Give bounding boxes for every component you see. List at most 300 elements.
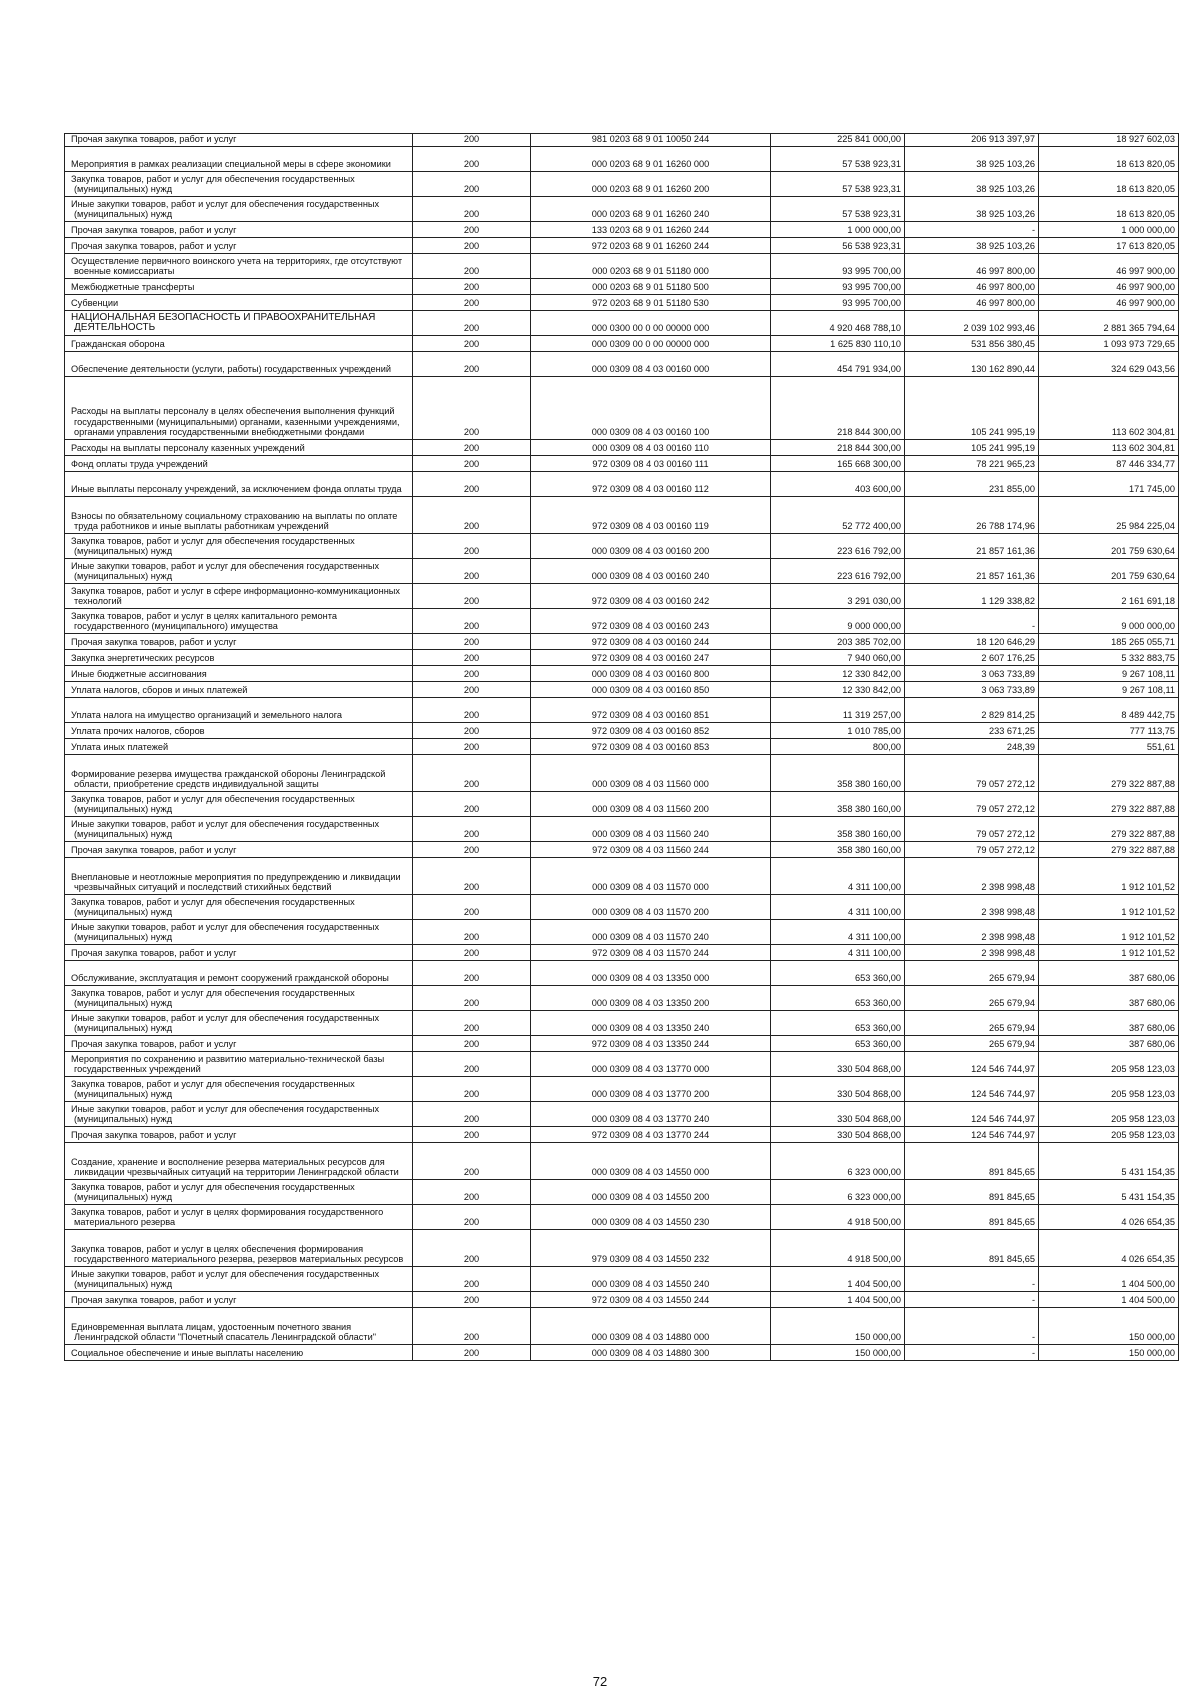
table-row [65, 919, 1179, 944]
row-remaining-amount: 9 000 000,00 [1039, 608, 1179, 633]
row-name [65, 944, 413, 960]
row-line-code: 200 [413, 237, 531, 253]
row-classification-code: 972 0309 08 4 03 00160 852 [531, 722, 771, 738]
row-approved-amount: 57 538 923,31 [771, 171, 905, 196]
row-line-code: 200 [413, 1266, 531, 1291]
row-name-text: Прочая закупка товаров, работ и услуг [71, 1039, 237, 1049]
row-approved-amount: 57 538 923,31 [771, 196, 905, 221]
row-name [65, 310, 413, 335]
row-name [65, 558, 413, 583]
row-executed-amount: 265 679,94 [905, 1010, 1039, 1035]
row-remaining-amount: 87 446 334,77 [1039, 455, 1179, 471]
row-line-code: 200 [413, 681, 531, 697]
row-executed-amount: 531 856 380,45 [905, 335, 1039, 351]
row-name [65, 351, 413, 376]
row-executed-amount: 46 997 800,00 [905, 278, 1039, 294]
row-name-text: Внеплановые и неотложные мероприятия по предупреждению и ликвидации чрезвычайных ситуаций и последствий стихийных бедствий [71, 871, 401, 892]
row-line-code: 200 [413, 1126, 531, 1142]
row-name-text: Расходы на выплаты персоналу в целях обеспечения выполнения функций государственными (муниципальными) органами, казенными учреждениями, органами управления государственными внебюджетными фондами [71, 406, 400, 437]
row-name [65, 681, 413, 697]
row-line-code: 200 [413, 633, 531, 649]
row-line-code: 200 [413, 583, 531, 608]
table-row [65, 738, 1179, 754]
row-line-code: 200 [413, 471, 531, 496]
row-line-code: 200 [413, 533, 531, 558]
row-name-text: Иные бюджетные ассигнования [71, 669, 207, 679]
row-name-text: Прочая закупка товаров, работ и услуг [71, 225, 237, 235]
row-remaining-amount: 205 958 123,03 [1039, 1076, 1179, 1101]
row-name-text: Гражданская оборона [71, 339, 165, 349]
table-row [65, 146, 1179, 171]
row-name-text: Иные выплаты персоналу учреждений, за исключением фонда оплаты труда [71, 484, 402, 494]
row-remaining-amount: 113 602 304,81 [1039, 439, 1179, 455]
row-name-text: Иные закупки товаров, работ и услуг для обеспечения государственных (муниципальных) нужд [71, 1268, 380, 1289]
row-name [65, 1101, 413, 1126]
row-remaining-amount: 201 759 630,64 [1039, 533, 1179, 558]
row-classification-code: 000 0309 08 4 03 11560 240 [531, 816, 771, 841]
row-executed-amount: 2 398 998,48 [905, 944, 1039, 960]
row-approved-amount: 150 000,00 [771, 1307, 905, 1344]
row-name-text: Закупка товаров, работ и услуг для обеспечения государственных (муниципальных) нужд [71, 1181, 355, 1202]
budget-execution-table [64, 133, 1179, 1361]
row-name-text: Иные закупки товаров, работ и услуг для обеспечения государственных (муниципальных) нужд [71, 1012, 380, 1033]
row-remaining-amount: 25 984 225,04 [1039, 496, 1179, 533]
row-approved-amount: 330 504 868,00 [771, 1101, 905, 1126]
row-approved-amount: 7 940 060,00 [771, 649, 905, 665]
row-classification-code: 000 0309 00 0 00 00000 000 [531, 335, 771, 351]
row-line-code: 200 [413, 558, 531, 583]
row-executed-amount: 79 057 272,12 [905, 754, 1039, 791]
row-executed-amount: 891 845,65 [905, 1204, 1039, 1229]
row-executed-amount: 21 857 161,36 [905, 558, 1039, 583]
row-approved-amount: 56 538 923,31 [771, 237, 905, 253]
row-remaining-amount: 5 431 154,35 [1039, 1179, 1179, 1204]
row-name [65, 1126, 413, 1142]
row-approved-amount: 1 404 500,00 [771, 1266, 905, 1291]
row-name [65, 1307, 413, 1344]
row-line-code: 200 [413, 1010, 531, 1035]
table-row [65, 791, 1179, 816]
row-name-text: Закупка товаров, работ и услуг в целях формирования государственного материального резерва [71, 1206, 384, 1227]
row-name [65, 196, 413, 221]
table-row [65, 894, 1179, 919]
row-line-code: 200 [413, 1179, 531, 1204]
row-name [65, 608, 413, 633]
row-remaining-amount: 18 613 820,05 [1039, 196, 1179, 221]
row-executed-amount: 38 925 103,26 [905, 237, 1039, 253]
row-approved-amount: 203 385 702,00 [771, 633, 905, 649]
row-name [65, 841, 413, 857]
row-classification-code: 979 0309 08 4 03 14550 232 [531, 1229, 771, 1266]
row-approved-amount: 330 504 868,00 [771, 1051, 905, 1076]
row-remaining-amount: 387 680,06 [1039, 985, 1179, 1010]
row-line-code: 200 [413, 665, 531, 681]
row-approved-amount: 6 323 000,00 [771, 1179, 905, 1204]
row-line-code: 200 [413, 1076, 531, 1101]
row-executed-amount: 2 398 998,48 [905, 894, 1039, 919]
row-approved-amount: 358 380 160,00 [771, 754, 905, 791]
row-name [65, 335, 413, 351]
table-row [65, 857, 1179, 894]
row-approved-amount: 4 311 100,00 [771, 944, 905, 960]
row-name [65, 633, 413, 649]
row-line-code: 200 [413, 1229, 531, 1266]
row-line-code: 200 [413, 146, 531, 171]
row-remaining-amount: 201 759 630,64 [1039, 558, 1179, 583]
row-classification-code: 000 0309 08 4 03 11570 200 [531, 894, 771, 919]
row-approved-amount: 1 625 830 110,10 [771, 335, 905, 351]
table-row [65, 455, 1179, 471]
row-approved-amount: 4 918 500,00 [771, 1204, 905, 1229]
row-executed-amount: 3 063 733,89 [905, 665, 1039, 681]
row-name-text: Расходы на выплаты персоналу казенных учреждений [71, 443, 305, 453]
row-name-text: Обеспечение деятельности (услуги, работы) государственных учреждений [71, 364, 391, 374]
row-name-text: Фонд оплаты труда учреждений [71, 459, 208, 469]
row-executed-amount: - [905, 1291, 1039, 1307]
row-approved-amount: 1 404 500,00 [771, 1291, 905, 1307]
table-row [65, 1142, 1179, 1179]
row-name [65, 294, 413, 310]
table-body [65, 134, 1179, 1361]
row-name-text: Закупка товаров, работ и услуг в целях капитального ремонта государственного (муниципального) имущества [71, 610, 337, 631]
row-line-code: 200 [413, 857, 531, 894]
row-executed-amount: 79 057 272,12 [905, 841, 1039, 857]
row-name [65, 1179, 413, 1204]
row-classification-code: 000 0203 68 9 01 51180 500 [531, 278, 771, 294]
row-line-code: 200 [413, 1344, 531, 1360]
row-executed-amount: 38 925 103,26 [905, 196, 1039, 221]
row-executed-amount: - [905, 1344, 1039, 1360]
row-approved-amount: 11 319 257,00 [771, 697, 905, 722]
row-name [65, 1266, 413, 1291]
table-row [65, 1179, 1179, 1204]
table-row [65, 237, 1179, 253]
row-classification-code: 000 0309 08 4 03 00160 200 [531, 533, 771, 558]
table-row [65, 533, 1179, 558]
row-classification-code: 972 0203 68 9 01 16260 244 [531, 237, 771, 253]
table-row [65, 1126, 1179, 1142]
row-name [65, 919, 413, 944]
row-executed-amount: 2 829 814,25 [905, 697, 1039, 722]
row-approved-amount: 800,00 [771, 738, 905, 754]
table-row [65, 722, 1179, 738]
row-approved-amount: 12 330 842,00 [771, 681, 905, 697]
row-approved-amount: 12 330 842,00 [771, 665, 905, 681]
row-line-code: 200 [413, 722, 531, 738]
table-row [65, 376, 1179, 439]
row-name-text: Закупка товаров, работ и услуг в сфере информационно-коммуникационных технологий [71, 585, 400, 606]
row-approved-amount: 1 000 000,00 [771, 221, 905, 237]
row-name [65, 649, 413, 665]
row-line-code: 200 [413, 1204, 531, 1229]
row-remaining-amount: 18 927 602,03 [1039, 134, 1179, 147]
row-name-text: Взносы по обязательному социальному страхованию на выплаты по оплате труда работников и иные выплаты работникам учреждений [71, 510, 398, 531]
row-classification-code: 000 0309 08 4 03 13350 000 [531, 960, 771, 985]
table-row [65, 294, 1179, 310]
row-name [65, 960, 413, 985]
row-name [65, 221, 413, 237]
row-remaining-amount: 9 267 108,11 [1039, 665, 1179, 681]
row-line-code: 200 [413, 754, 531, 791]
row-executed-amount: 2 607 176,25 [905, 649, 1039, 665]
row-classification-code: 972 0309 08 4 03 11570 244 [531, 944, 771, 960]
row-name [65, 134, 413, 147]
row-approved-amount: 4 311 100,00 [771, 857, 905, 894]
row-executed-amount: 265 679,94 [905, 985, 1039, 1010]
row-line-code: 200 [413, 496, 531, 533]
row-remaining-amount: 9 267 108,11 [1039, 681, 1179, 697]
row-remaining-amount: 279 322 887,88 [1039, 791, 1179, 816]
row-classification-code: 000 0309 08 4 03 00160 240 [531, 558, 771, 583]
row-classification-code: 000 0309 08 4 03 14550 200 [531, 1179, 771, 1204]
row-remaining-amount: 171 745,00 [1039, 471, 1179, 496]
row-name [65, 1010, 413, 1035]
table-row [65, 171, 1179, 196]
row-name-text: Межбюджетные трансферты [71, 282, 195, 292]
row-name-text: Закупка товаров, работ и услуг для обеспечения государственных (муниципальных) нужд [71, 896, 355, 917]
row-executed-amount: 231 855,00 [905, 471, 1039, 496]
row-executed-amount: 124 546 744,97 [905, 1126, 1039, 1142]
table-row [65, 134, 1179, 147]
row-name [65, 1291, 413, 1307]
row-name [65, 1142, 413, 1179]
row-line-code: 200 [413, 376, 531, 439]
table-row [65, 1204, 1179, 1229]
row-name [65, 754, 413, 791]
row-classification-code: 981 0203 68 9 01 10050 244 [531, 134, 771, 147]
row-name [65, 665, 413, 681]
table-row [65, 558, 1179, 583]
row-line-code: 200 [413, 310, 531, 335]
row-approved-amount: 653 360,00 [771, 985, 905, 1010]
table-row [65, 1344, 1179, 1360]
row-executed-amount: 46 997 800,00 [905, 253, 1039, 278]
row-classification-code: 000 0309 08 4 03 13350 200 [531, 985, 771, 1010]
row-line-code: 200 [413, 985, 531, 1010]
row-remaining-amount: 1 404 500,00 [1039, 1266, 1179, 1291]
table-row [65, 496, 1179, 533]
table-row [65, 196, 1179, 221]
row-classification-code: 000 0309 08 4 03 11560 200 [531, 791, 771, 816]
row-remaining-amount: 8 489 442,75 [1039, 697, 1179, 722]
row-approved-amount: 4 920 468 788,10 [771, 310, 905, 335]
table-row [65, 665, 1179, 681]
row-classification-code: 000 0309 08 4 03 11570 240 [531, 919, 771, 944]
row-executed-amount: 248,39 [905, 738, 1039, 754]
row-approved-amount: 3 291 030,00 [771, 583, 905, 608]
row-remaining-amount: 46 997 900,00 [1039, 294, 1179, 310]
row-name-text: Прочая закупка товаров, работ и услуг [71, 1130, 237, 1140]
row-name [65, 722, 413, 738]
table-row [65, 985, 1179, 1010]
row-name [65, 455, 413, 471]
row-name [65, 697, 413, 722]
row-executed-amount: 2 039 102 993,46 [905, 310, 1039, 335]
row-line-code: 200 [413, 351, 531, 376]
row-approved-amount: 223 616 792,00 [771, 533, 905, 558]
row-line-code: 200 [413, 894, 531, 919]
page-number: 72 [592, 1674, 608, 1689]
table-row [65, 439, 1179, 455]
row-executed-amount: - [905, 1266, 1039, 1291]
row-name [65, 894, 413, 919]
row-classification-code: 972 0309 08 4 03 00160 851 [531, 697, 771, 722]
row-classification-code: 972 0309 08 4 03 13350 244 [531, 1035, 771, 1051]
row-classification-code: 000 0203 68 9 01 16260 000 [531, 146, 771, 171]
table-row [65, 1307, 1179, 1344]
row-approved-amount: 653 360,00 [771, 1035, 905, 1051]
row-approved-amount: 454 791 934,00 [771, 351, 905, 376]
row-name-text: Субвенции [71, 298, 119, 308]
row-name-text: Закупка товаров, работ и услуг для обеспечения государственных (муниципальных) нужд [71, 1078, 355, 1099]
row-name-text: Прочая закупка товаров, работ и услуг [71, 845, 237, 855]
row-classification-code: 000 0309 08 4 03 14550 000 [531, 1142, 771, 1179]
row-remaining-amount: 46 997 900,00 [1039, 253, 1179, 278]
row-executed-amount: 265 679,94 [905, 960, 1039, 985]
row-name-text: Уплата налога на имущество организаций и земельного налога [71, 710, 342, 720]
row-approved-amount: 9 000 000,00 [771, 608, 905, 633]
row-executed-amount: 265 679,94 [905, 1035, 1039, 1051]
row-approved-amount: 330 504 868,00 [771, 1076, 905, 1101]
table-row [65, 583, 1179, 608]
row-remaining-amount: 387 680,06 [1039, 1035, 1179, 1051]
row-line-code: 200 [413, 697, 531, 722]
row-name-text: Уплата иных платежей [71, 742, 169, 752]
row-approved-amount: 358 380 160,00 [771, 816, 905, 841]
table-row [65, 944, 1179, 960]
row-line-code: 200 [413, 919, 531, 944]
row-name-text: Иные закупки товаров, работ и услуг для обеспечения государственных (муниципальных) нужд [71, 1103, 380, 1124]
row-name [65, 376, 413, 439]
row-line-code: 200 [413, 960, 531, 985]
row-line-code: 200 [413, 221, 531, 237]
row-classification-code: 000 0300 00 0 00 00000 000 [531, 310, 771, 335]
table-row [65, 351, 1179, 376]
row-remaining-amount: 1 912 101,52 [1039, 857, 1179, 894]
row-name-text: Закупка товаров, работ и услуг в целях обеспечения формирования государственного материального резерва, резервов материальных ресурсов [71, 1243, 404, 1264]
row-remaining-amount: 205 958 123,03 [1039, 1101, 1179, 1126]
row-name-text: Мероприятия в рамках реализации специальной меры в сфере экономики [71, 159, 391, 169]
row-line-code: 200 [413, 1051, 531, 1076]
row-name [65, 171, 413, 196]
row-remaining-amount: 324 629 043,56 [1039, 351, 1179, 376]
table-row [65, 608, 1179, 633]
row-line-code: 200 [413, 1307, 531, 1344]
row-classification-code: 000 0309 08 4 03 13350 240 [531, 1010, 771, 1035]
row-name-text: Социальное обеспечение и иные выплаты населению [71, 1348, 304, 1358]
row-name-text: Мероприятия по сохранению и развитию материально-технической базы государственных учреждений [71, 1053, 385, 1074]
row-remaining-amount: 113 602 304,81 [1039, 376, 1179, 439]
row-executed-amount: 105 241 995,19 [905, 439, 1039, 455]
table-row [65, 1266, 1179, 1291]
row-line-code: 200 [413, 439, 531, 455]
row-executed-amount: 38 925 103,26 [905, 171, 1039, 196]
row-line-code: 200 [413, 608, 531, 633]
row-line-code: 200 [413, 1291, 531, 1307]
row-approved-amount: 4 311 100,00 [771, 919, 905, 944]
row-name-text: Иные закупки товаров, работ и услуг для обеспечения государственных (муниципальных) нужд [71, 560, 380, 581]
row-name [65, 496, 413, 533]
row-executed-amount: - [905, 221, 1039, 237]
row-approved-amount: 403 600,00 [771, 471, 905, 496]
row-executed-amount: 38 925 103,26 [905, 146, 1039, 171]
row-name-text: Уплата прочих налогов, сборов [71, 726, 205, 736]
row-approved-amount: 150 000,00 [771, 1344, 905, 1360]
row-line-code: 200 [413, 134, 531, 147]
row-classification-code: 972 0203 68 9 01 51180 530 [531, 294, 771, 310]
row-name [65, 816, 413, 841]
row-line-code: 200 [413, 791, 531, 816]
table-row [65, 335, 1179, 351]
table-row [65, 1229, 1179, 1266]
row-executed-amount: 3 063 733,89 [905, 681, 1039, 697]
row-approved-amount: 218 844 300,00 [771, 439, 905, 455]
row-classification-code: 972 0309 08 4 03 13770 244 [531, 1126, 771, 1142]
row-approved-amount: 52 772 400,00 [771, 496, 905, 533]
row-remaining-amount: 279 322 887,88 [1039, 754, 1179, 791]
table-row [65, 1010, 1179, 1035]
row-line-code: 200 [413, 1035, 531, 1051]
row-classification-code: 000 0309 08 4 03 13770 000 [531, 1051, 771, 1076]
row-name-text: Закупка товаров, работ и услуг для обеспечения государственных (муниципальных) нужд [71, 793, 355, 814]
row-remaining-amount: 17 613 820,05 [1039, 237, 1179, 253]
row-approved-amount: 358 380 160,00 [771, 791, 905, 816]
row-classification-code: 000 0309 08 4 03 11560 000 [531, 754, 771, 791]
row-classification-code: 000 0309 08 4 03 14550 240 [531, 1266, 771, 1291]
table-row [65, 960, 1179, 985]
row-remaining-amount: 46 997 900,00 [1039, 278, 1179, 294]
row-name-text: Закупка товаров, работ и услуг для обеспечения государственных (муниципальных) нужд [71, 987, 355, 1008]
row-approved-amount: 93 995 700,00 [771, 294, 905, 310]
row-name-text: Закупка энергетических ресурсов [71, 653, 215, 663]
row-name-text: Единовременная выплата лицам, удостоенным почетного звания Ленинградской области "Почетный спасатель Ленинградской области" [71, 1321, 376, 1342]
row-classification-code: 000 0203 68 9 01 16260 240 [531, 196, 771, 221]
row-approved-amount: 57 538 923,31 [771, 146, 905, 171]
row-approved-amount: 93 995 700,00 [771, 253, 905, 278]
row-remaining-amount: 205 958 123,03 [1039, 1126, 1179, 1142]
row-remaining-amount: 551,61 [1039, 738, 1179, 754]
row-executed-amount: - [905, 608, 1039, 633]
row-remaining-amount: 4 026 654,35 [1039, 1204, 1179, 1229]
row-remaining-amount: 2 881 365 794,64 [1039, 310, 1179, 335]
row-classification-code: 000 0309 08 4 03 13770 240 [531, 1101, 771, 1126]
row-line-code: 200 [413, 455, 531, 471]
row-approved-amount: 1 010 785,00 [771, 722, 905, 738]
row-approved-amount: 93 995 700,00 [771, 278, 905, 294]
row-executed-amount: 124 546 744,97 [905, 1051, 1039, 1076]
row-name-text: Прочая закупка товаров, работ и услуг [71, 637, 237, 647]
row-line-code: 200 [413, 1142, 531, 1179]
row-executed-amount: 26 788 174,96 [905, 496, 1039, 533]
row-classification-code: 133 0203 68 9 01 16260 244 [531, 221, 771, 237]
table-row [65, 471, 1179, 496]
row-executed-amount: 1 129 338,82 [905, 583, 1039, 608]
row-name-text: Прочая закупка товаров, работ и услуг [71, 241, 237, 251]
row-classification-code: 000 0203 68 9 01 51180 000 [531, 253, 771, 278]
row-name-text: Прочая закупка товаров, работ и услуг [71, 1295, 237, 1305]
table-row [65, 1101, 1179, 1126]
row-classification-code: 972 0309 08 4 03 00160 853 [531, 738, 771, 754]
row-remaining-amount: 4 026 654,35 [1039, 1229, 1179, 1266]
row-name-text: Прочая закупка товаров, работ и услуг [71, 948, 237, 958]
row-remaining-amount: 1 000 000,00 [1039, 221, 1179, 237]
row-name-text: Иные закупки товаров, работ и услуг для обеспечения государственных (муниципальных) нужд [71, 818, 380, 839]
row-line-code: 200 [413, 335, 531, 351]
row-classification-code: 000 0309 08 4 03 14550 230 [531, 1204, 771, 1229]
row-name [65, 237, 413, 253]
row-name [65, 857, 413, 894]
row-executed-amount: 206 913 397,97 [905, 134, 1039, 147]
